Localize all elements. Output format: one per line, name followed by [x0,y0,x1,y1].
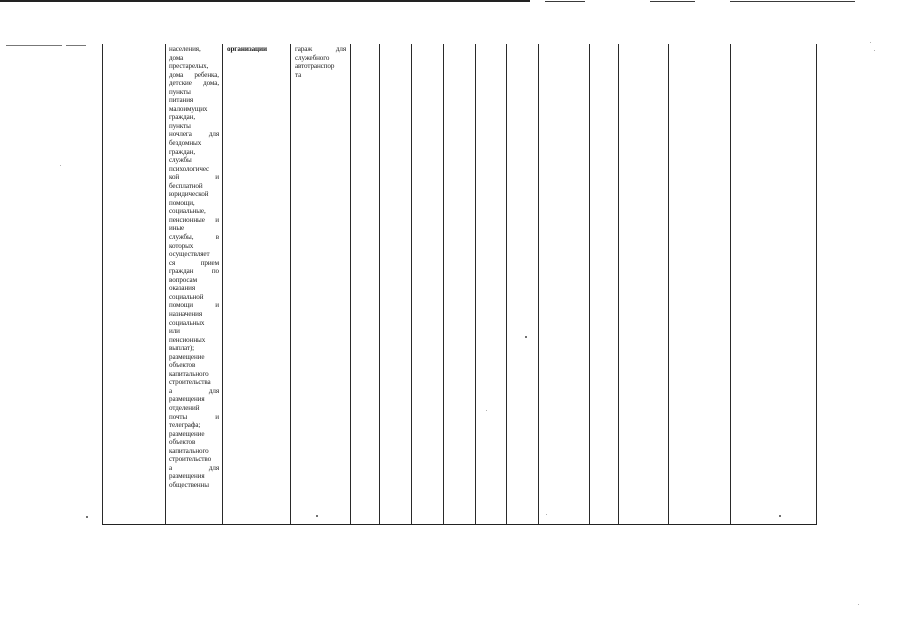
column-2-line: оказания [169,284,196,293]
column-2-line: престарелых, [169,62,209,71]
column-2-line: назначения [169,309,202,318]
column-2-line: бездомных [169,139,202,148]
column-2-line: телеграфа; [169,421,201,430]
table-right-border [816,44,817,524]
column-2-line: размещения [169,395,205,404]
column-2-line: социальные, [169,207,206,216]
table-column-12 [589,44,618,524]
scan-top-edge-dash [545,1,585,2]
column-2-line: граждан, [169,113,196,122]
column-4-line: автотранспор [295,62,335,71]
scan-speck [858,604,859,605]
column-2-line: помощи и [169,301,219,310]
table-column-7 [411,44,443,524]
scan-top-edge [0,0,530,2]
table-column-3 [222,44,290,524]
column-2-line: размещение [169,429,205,438]
table-column-11 [538,44,589,524]
scan-speck [86,516,88,518]
table-column-9 [475,44,506,524]
scan-top-edge-dash [730,1,855,2]
column-2-line: а для [169,463,219,472]
column-2-line: объектов [169,361,196,370]
column-2-line: психологичес [169,164,210,173]
column-2-line: почты и [169,412,219,421]
column-2-line: малоимущих [169,104,208,113]
table-column-5 [350,44,379,524]
column-2-line: которых [169,241,194,250]
scan-top-edge-dash [650,1,695,2]
column-2-line: пенсионных [169,335,206,344]
column-2-line: выплат); [169,344,195,353]
table-bottom-border [102,524,817,525]
table-column-10 [506,44,538,524]
scan-speck [60,165,61,166]
column-2-line: объектов [169,438,196,447]
column-2-line: а для [169,386,219,395]
column-4-line: гараж для [295,45,346,53]
column-2-line: детские дома, [169,79,219,88]
scan-left-dash [66,45,86,46]
column-2-line: дома ребенка, [169,70,219,79]
table-column-15 [730,44,817,524]
column-2-line: населения, [169,45,201,53]
column-2-line: кой и [169,173,219,182]
column-3-text: организации [227,45,267,53]
column-2-line: размещения [169,472,205,481]
table-column-13 [618,44,668,524]
column-2-line: социальной [169,292,204,301]
table-column-8 [443,44,475,524]
column-4-line: служебного [295,53,330,62]
column-2-line: или [169,327,180,336]
column-2-line: вопросам [169,275,197,284]
column-2-line: капитального [169,369,209,378]
table-column-4 [290,44,350,524]
column-2-line: пункты [169,121,191,130]
column-4-text [295,45,346,79]
column-2-line: пункты [169,87,191,96]
column-2-line: юридической [169,190,209,199]
column-2-line: общественны [169,480,209,489]
column-2-line: социальных [169,318,205,327]
column-2-line: ночлега для [169,130,219,139]
scan-speck [874,50,875,51]
column-2-line: граждан, [169,147,196,156]
column-2-line: строительства [169,378,211,387]
column-2-line: отделений [169,403,200,412]
table-column-6 [379,44,411,524]
table-column-2 [165,44,222,524]
column-2-line: иные [169,224,185,233]
table-column-1 [102,44,165,524]
column-2-text [169,45,219,489]
column-2-line: осуществляет [169,250,210,259]
column-2-line: помощи, [169,198,195,207]
table-column-14 [668,44,730,524]
column-2-line: ся прием [169,258,219,267]
scan-left-dash [6,45,62,46]
column-2-line: бесплатной [169,181,203,190]
column-2-line: размещение [169,352,205,361]
column-2-line: строительство [169,455,212,464]
column-4-line: та [295,70,302,79]
document-table [102,44,817,524]
column-2-line: службы [169,156,192,165]
column-2-line: питания [169,96,194,105]
scan-speck [870,42,871,43]
column-2-line: дома [169,53,184,62]
column-2-line: службы, в [169,233,219,242]
column-2-line: капитального [169,446,209,455]
column-2-line: пенсионные и [169,215,219,224]
column-2-line: граждан по [169,267,219,276]
